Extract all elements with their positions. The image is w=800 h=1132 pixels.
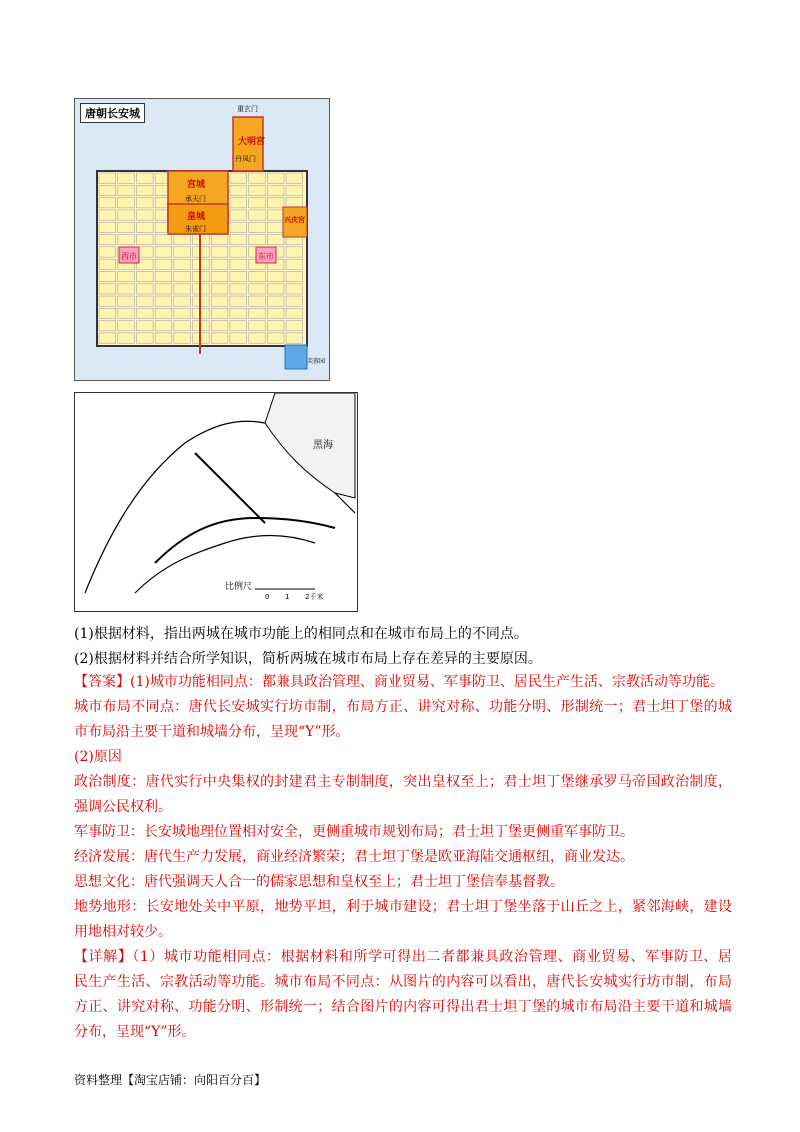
label-zhuque: 朱雀门 bbox=[185, 225, 206, 233]
ward-cell bbox=[230, 321, 247, 331]
ward-cell bbox=[136, 308, 153, 318]
ward-cell bbox=[118, 308, 135, 318]
ward-cell bbox=[286, 173, 303, 183]
ward-cell bbox=[118, 333, 135, 343]
ward-cell bbox=[211, 271, 228, 281]
answer-line: 强调公民权利。 bbox=[74, 799, 172, 815]
ward-cell bbox=[118, 284, 135, 294]
ward-cell bbox=[286, 185, 303, 195]
answer-line: 市布局沿主要干道和城墙分布，呈现“Y”形。 bbox=[74, 724, 350, 740]
ward-cell bbox=[267, 198, 284, 208]
detail-line: 分布，呈现“Y”形。 bbox=[74, 1024, 196, 1040]
scale-2km: 2千米 bbox=[305, 593, 324, 601]
ward-cell bbox=[286, 271, 303, 281]
detail-block bbox=[74, 945, 732, 1045]
ward-cell bbox=[249, 271, 266, 281]
ward-cell bbox=[267, 210, 284, 220]
question-2: (2)根据材料并结合所学知识，简析两城在城市布局上存在差异的主要原因。 bbox=[74, 651, 542, 667]
ward-cell bbox=[174, 259, 191, 269]
label-danfeng: 丹凤门 bbox=[235, 155, 256, 163]
ward-cell bbox=[211, 284, 228, 294]
answer-line: (2)原因 bbox=[74, 749, 122, 765]
ward-cell bbox=[99, 284, 116, 294]
ward-cell bbox=[267, 321, 284, 331]
label-west-market: 西市 bbox=[121, 252, 137, 261]
label-chengtian: 承天门 bbox=[185, 195, 206, 203]
ward-cell bbox=[136, 284, 153, 294]
changan-map-figure bbox=[74, 98, 330, 381]
answer-line: 【答案】(1)城市功能相同点：都兼具政治管理、商业贸易、军事防卫、居民生产生活、宗教活动等功能。 bbox=[74, 674, 724, 690]
ward-cell bbox=[99, 259, 116, 269]
ward-cell bbox=[136, 222, 153, 232]
ward-cell bbox=[118, 173, 135, 183]
ward-cell bbox=[155, 321, 172, 331]
answer-line: 用地相对较少。 bbox=[74, 924, 172, 940]
ward-cell bbox=[136, 210, 153, 220]
ward-cell bbox=[230, 185, 247, 195]
ward-cell bbox=[136, 185, 153, 195]
ward-cell bbox=[230, 259, 247, 269]
ward-cell bbox=[286, 308, 303, 318]
ward-cell bbox=[155, 259, 172, 269]
ward-cell bbox=[174, 333, 191, 343]
ward-cell bbox=[99, 222, 116, 232]
ward-cell bbox=[286, 321, 303, 331]
scale-label: 比例尺 bbox=[225, 582, 253, 592]
answer-block bbox=[74, 670, 732, 945]
ward-cell bbox=[211, 296, 228, 306]
ward-cell bbox=[211, 235, 228, 245]
ward-cell bbox=[286, 259, 303, 269]
ward-cell bbox=[267, 284, 284, 294]
ward-cell bbox=[174, 235, 191, 245]
ward-cell bbox=[136, 333, 153, 343]
answer-line: 政治制度：唐代实行中央集权的封建君主专制制度，突出皇权至上；君士坦丁堡继承罗马帝国政治制度， bbox=[74, 774, 732, 790]
map-title: 唐朝长安城 bbox=[80, 103, 145, 123]
constantinople-map-figure bbox=[74, 392, 358, 612]
ward-cell bbox=[286, 296, 303, 306]
ward-cell bbox=[267, 333, 284, 343]
constantinople-map bbox=[75, 393, 357, 611]
ward-cell bbox=[230, 235, 247, 245]
ward-cell bbox=[155, 333, 172, 343]
ward-cell bbox=[155, 284, 172, 294]
ward-cell bbox=[99, 271, 116, 281]
label-sea: 黑海 bbox=[313, 440, 333, 451]
ward-cell bbox=[249, 198, 266, 208]
main-road-north bbox=[195, 453, 265, 523]
ward-cell bbox=[267, 173, 284, 183]
scale-0: 0 bbox=[265, 593, 270, 601]
label-daming: 大明宫 bbox=[238, 137, 266, 147]
ward-cell bbox=[118, 222, 135, 232]
ward-cell bbox=[99, 173, 116, 183]
answer-line: 军事防卫：长安城地理位置相对安全，更侧重城市规划布局；君士坦丁堡更侧重军事防卫。 bbox=[74, 824, 634, 840]
ward-cell bbox=[230, 198, 247, 208]
label-xingqing: 兴庆宫 bbox=[284, 216, 305, 224]
ward-cell bbox=[99, 185, 116, 195]
ward-cell bbox=[267, 222, 284, 232]
ward-cell bbox=[118, 271, 135, 281]
ward-cell bbox=[118, 321, 135, 331]
ward-cell bbox=[286, 198, 303, 208]
ward-cell bbox=[249, 308, 266, 318]
ward-cell bbox=[211, 308, 228, 318]
ward-cell bbox=[230, 284, 247, 294]
ward-cell bbox=[249, 321, 266, 331]
ward-cell bbox=[99, 235, 116, 245]
ward-cell bbox=[118, 198, 135, 208]
detail-line: 【详解】（1）城市功能相同点：根据材料和所学可得出二者都兼具政治管理、商业贸易、军事防卫、居 bbox=[74, 949, 732, 965]
ward-cell bbox=[99, 333, 116, 343]
ward-cell bbox=[267, 271, 284, 281]
golden-horn bbox=[265, 393, 355, 498]
ward-cell bbox=[99, 247, 116, 257]
ward-cell bbox=[174, 308, 191, 318]
footer-source: 资料整理【淘宝店铺：向阳百分百】 bbox=[74, 1073, 267, 1087]
ward-cell bbox=[211, 247, 228, 257]
ward-cell bbox=[211, 259, 228, 269]
ward-cell bbox=[118, 185, 135, 195]
ward-cell bbox=[286, 284, 303, 294]
ward-cell bbox=[174, 321, 191, 331]
ward-cell bbox=[249, 185, 266, 195]
ward-cell bbox=[155, 247, 172, 257]
ward-cell bbox=[211, 333, 228, 343]
gate-chongxuan: 重玄门 bbox=[237, 105, 258, 113]
ward-cell bbox=[267, 185, 284, 195]
ward-cell bbox=[155, 235, 172, 245]
answer-line: 经济发展：唐代生产力发展，商业经济繁荣；君士坦丁堡是欧亚海陆交通枢纽，商业发达。 bbox=[74, 849, 634, 865]
ward-cell bbox=[136, 173, 153, 183]
ward-cell bbox=[174, 296, 191, 306]
ward-cell bbox=[136, 198, 153, 208]
ward-cell bbox=[155, 296, 172, 306]
ward-cell bbox=[230, 271, 247, 281]
ward-cell bbox=[230, 173, 247, 183]
ward-cell bbox=[99, 198, 116, 208]
ward-cell bbox=[249, 173, 266, 183]
answer-line: 城市布局不同点：唐代长安城实行坊市制，布局方正、讲究对称、功能分明、形制统一；君士坦丁堡的城 bbox=[74, 699, 732, 715]
ward-cell bbox=[118, 296, 135, 306]
ward-cell bbox=[136, 296, 153, 306]
ward-cell bbox=[99, 210, 116, 220]
label-east-market: 东市 bbox=[258, 252, 274, 261]
ward-cell bbox=[267, 308, 284, 318]
ward-cell bbox=[230, 333, 247, 343]
ward-cell bbox=[174, 247, 191, 257]
ward-cell bbox=[249, 210, 266, 220]
ward-cell bbox=[99, 308, 116, 318]
ward-cell bbox=[136, 235, 153, 245]
ward-cell bbox=[249, 284, 266, 294]
ward-cell bbox=[118, 210, 135, 220]
ward-cell bbox=[99, 296, 116, 306]
answer-line: 思想文化：唐代强调天人合一的儒家思想和皇权至上；君士坦丁堡信奉基督教。 bbox=[74, 874, 564, 890]
ward-cell bbox=[249, 222, 266, 232]
ward-cell bbox=[211, 321, 228, 331]
ward-cell bbox=[230, 247, 247, 257]
changan-map bbox=[75, 99, 329, 380]
ward-cell bbox=[267, 235, 284, 245]
ward-cell bbox=[249, 333, 266, 343]
label-palace-city: 宫城 bbox=[187, 180, 206, 190]
furong-garden-lake bbox=[285, 345, 307, 369]
ward-cell bbox=[267, 296, 284, 306]
question-1: (1)根据材料，指出两城在城市功能上的相同点和在城市布局上的不同点。 bbox=[74, 626, 528, 642]
ward-cell bbox=[230, 308, 247, 318]
ward-cell bbox=[230, 222, 247, 232]
scale-1: 1 bbox=[285, 593, 290, 601]
detail-line: 民生产生活、宗教活动等功能。城市布局不同点：从图片的内容可以看出，唐代长安城实行坊市制，布局 bbox=[74, 974, 732, 990]
ward-cell bbox=[174, 271, 191, 281]
ward-cell bbox=[118, 235, 135, 245]
ward-cell bbox=[174, 284, 191, 294]
ward-cell bbox=[155, 308, 172, 318]
answer-line: 地势地形：长安地处关中平原，地势平坦，利于城市建设；君士坦丁堡坐落于山丘之上，紧邻海峡，建设 bbox=[74, 899, 732, 915]
detail-line: 方正、讲究对称、功能分明、形制统一；结合图片的内容可得出君士坦丁堡的城市布局沿主要干道和城墙 bbox=[74, 999, 732, 1015]
ward-cell bbox=[155, 271, 172, 281]
ward-cell bbox=[136, 271, 153, 281]
ward-cell bbox=[230, 210, 247, 220]
label-imperial-city: 皇城 bbox=[187, 212, 206, 222]
ward-cell bbox=[249, 296, 266, 306]
ward-cell bbox=[99, 321, 116, 331]
ward-cell bbox=[136, 321, 153, 331]
ward-cell bbox=[286, 247, 303, 257]
ward-cell bbox=[230, 296, 247, 306]
ward-cell bbox=[249, 235, 266, 245]
ward-cell bbox=[286, 333, 303, 343]
label-furong: 芙蓉园 bbox=[307, 358, 326, 365]
